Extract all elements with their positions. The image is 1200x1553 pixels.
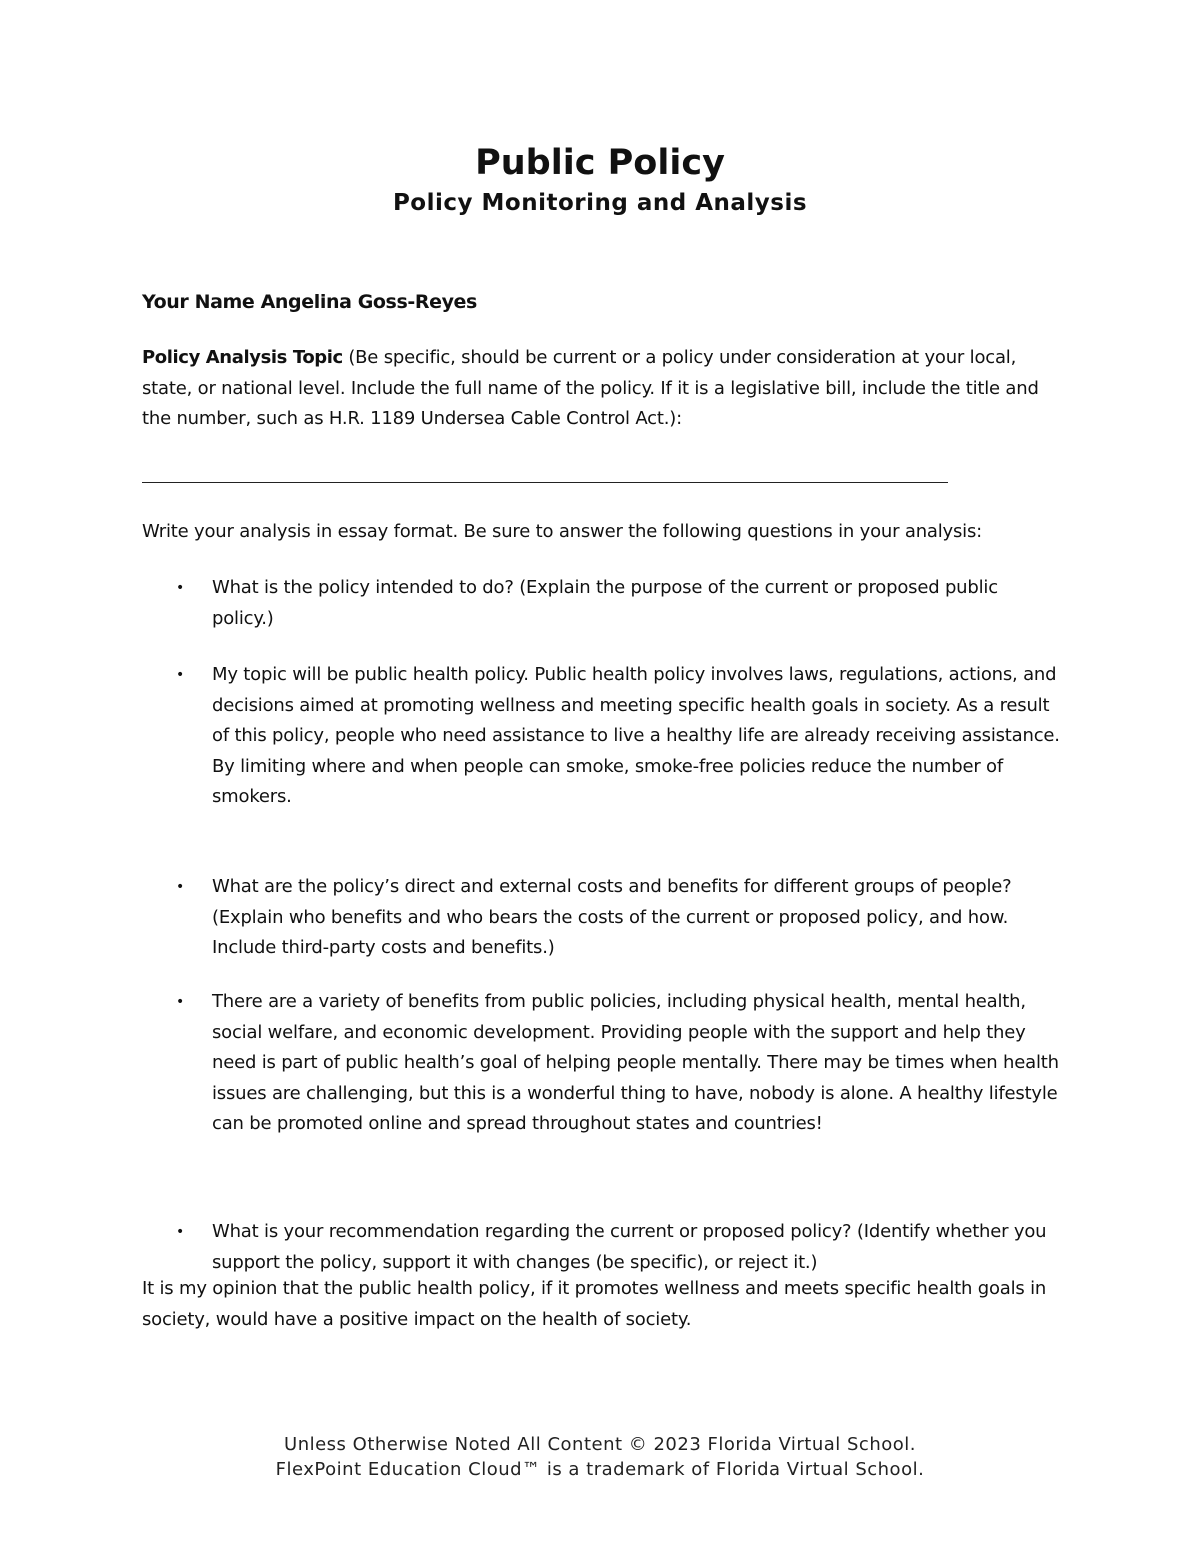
topic-answer-blank-line <box>142 482 948 483</box>
bullet-text: My topic will be public health policy. Public health policy involves laws, regulations, actions, and decisions aimed at promoting wellness and meeting specific health goals in society. As a result of this policy, people who need assistance to live a healthy life are already receiving assistance. By limiting where and when people can smoke, smoke-free policies reduce the number of smokers. <box>212 664 1060 807</box>
topic-instructions: (Be specific, should be current or a policy under consideration at your local, state, or national level. Include the full name of the policy. If it is a legislative bill, include the title and the number, such as H.R. 1189 Undersea Cable Control Act.): <box>142 347 1039 429</box>
bullet-dot: • <box>176 879 185 895</box>
bullet-text: What is your recommendation regarding the current or proposed policy? (Identify whether you support the policy, support it with changes (be specific), or reject it.) <box>212 1221 1047 1273</box>
page-footer <box>0 1432 1200 1482</box>
bullet-dot: • <box>176 1224 185 1240</box>
bullet-question-recommendation <box>176 1217 1062 1278</box>
bullet-text: There are a variety of benefits from public policies, including physical health, mental health, social welfare, and economic development. Providing people with the support and help they need is part of public health’s goal of helping people mentally. There may be times when health issues are challenging, but this is a wonderful thing to have, nobody is alone. A healthy lifestyle can be promoted online and spread throughout states and countries! <box>212 991 1059 1134</box>
bullet-question-costs <box>176 872 1062 964</box>
topic-label: Policy Analysis Topic <box>142 347 343 368</box>
copyright-line: Unless Otherwise Noted All Content © 2023 Florida Virtual School. <box>284 1434 916 1455</box>
essay-instructions: Write your analysis in essay format. Be sure to answer the following questions in your analysis: <box>142 521 983 542</box>
page-subtitle: Policy Monitoring and Analysis <box>392 190 808 216</box>
trademark-line: FlexPoint Education Cloud™ is a trademark of Florida Virtual School. <box>275 1459 925 1480</box>
bullet-question-purpose <box>176 573 1062 634</box>
topic-paragraph <box>142 343 1062 435</box>
bullet-text: What is the policy intended to do? (Explain the purpose of the current or proposed public policy.) <box>212 577 998 629</box>
bullet-text: What are the policy’s direct and external costs and benefits for different groups of people? (Explain who benefits and who bears the costs of the current or proposed policy, and how. Include third-party costs and benefits.) <box>212 876 1012 958</box>
page-title: Public Policy <box>475 143 725 183</box>
bullet-answer-purpose <box>176 660 1062 813</box>
bullet-dot: • <box>176 580 185 596</box>
closing-paragraph: It is my opinion that the public health policy, if it promotes wellness and meets specific health goals in society, would have a positive impact on the health of society. <box>142 1278 1047 1330</box>
student-name-line: Your Name Angelina Goss-Reyes <box>142 291 477 313</box>
bullet-dot: • <box>176 994 185 1010</box>
bullet-answer-costs <box>176 987 1062 1140</box>
bullet-dot: • <box>176 667 185 683</box>
